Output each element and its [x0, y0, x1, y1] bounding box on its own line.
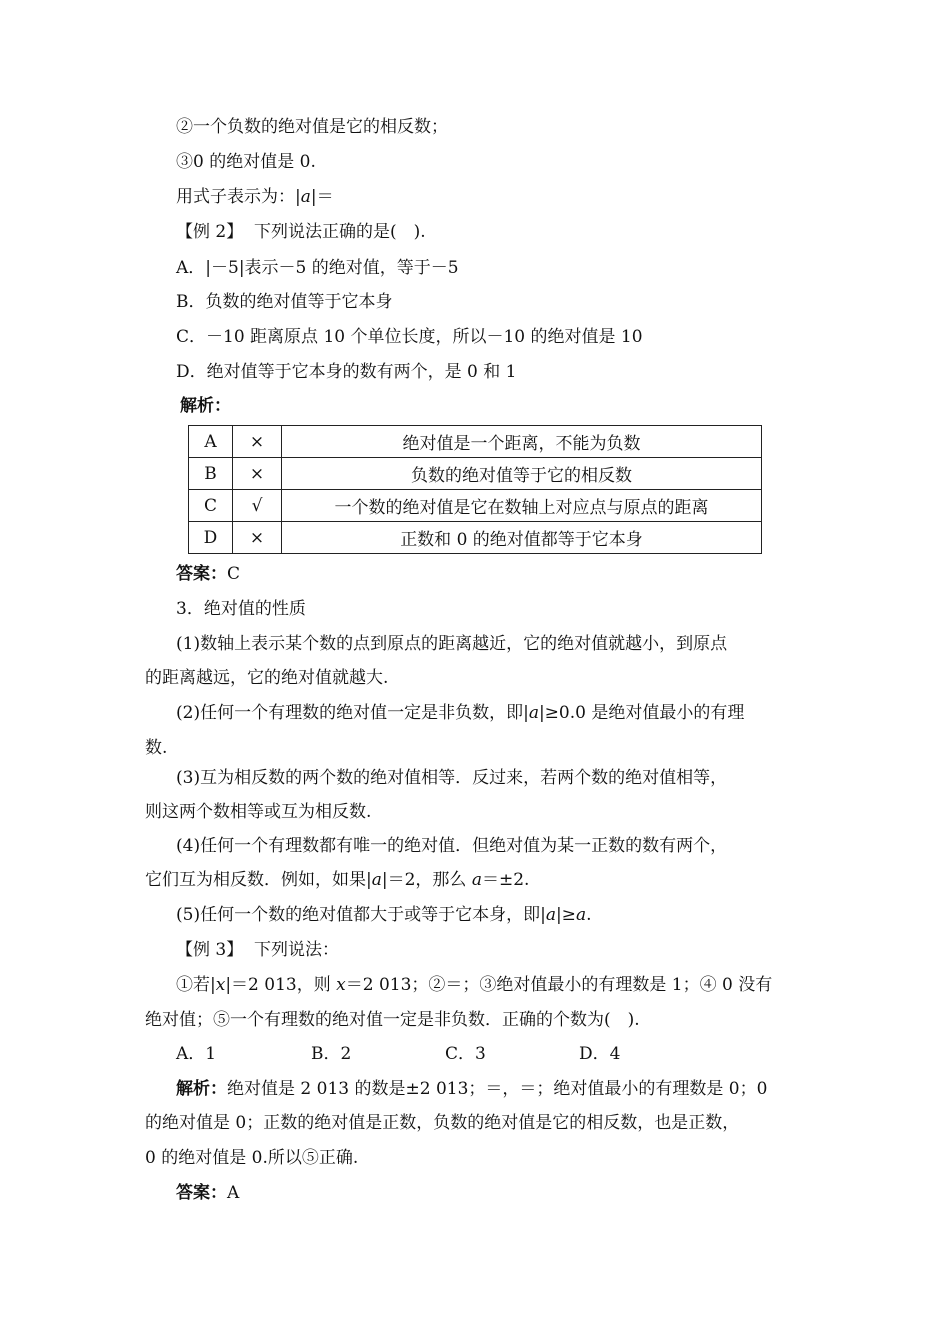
example2-option-b: B．负数的绝对值等于它本身 [176, 292, 393, 312]
answer-label: 答案： [176, 564, 227, 584]
property-item-2: ②一个负数的绝对值是它的相反数； [176, 117, 448, 137]
example3-analysis-line-1 [176, 1078, 767, 1100]
property-1-line-1: (1)数轴上表示某个数的点到原点的距离越近，它的绝对值就越小，到原点 [176, 634, 728, 654]
property-2-line-1 [176, 702, 744, 724]
text-part: ①若| [176, 975, 216, 995]
table-cell-option: A [189, 426, 233, 458]
property-3-line-1: (3)互为相反数的两个数的绝对值相等．反过来，若两个数的绝对值相等， [176, 768, 728, 788]
table-row [189, 458, 762, 490]
table-cell-reason: 绝对值是一个距离，不能为负数 [282, 426, 762, 458]
text-part: ＝2 013；②＝；③绝对值最小的有理数是 1；④ 0 没有 [345, 975, 773, 995]
section-heading: 3．绝对值的性质 [176, 599, 306, 619]
math-var: a [575, 905, 587, 925]
property-item-3: ③0 的绝对值是 0. [176, 152, 316, 172]
example3-statements-line-1 [176, 974, 772, 996]
example2-header [176, 221, 426, 243]
table-row [189, 490, 762, 522]
formula-suffix: |＝ [310, 187, 334, 207]
example2-analysis-label: 解析： [180, 396, 231, 416]
formula-line [176, 186, 334, 208]
table-row [189, 426, 762, 458]
property-2-line-2: 数. [145, 738, 168, 758]
analysis-text: 绝对值是 2 013 的数是±2 013；＝，＝；绝对值最小的有理数是 0；0 [227, 1079, 768, 1099]
property-1-line-2: 的距离越远，它的绝对值就越大. [145, 668, 389, 688]
example3-question: 下列说法： [254, 940, 340, 960]
answer-value: A [227, 1183, 240, 1203]
text-part: |＝2，那么 [381, 870, 472, 890]
math-var: a [528, 703, 539, 723]
example3-statements-line-2: 绝对值；⑤一个有理数的绝对值一定是非负数．正确的个数为( ). [145, 1010, 640, 1030]
table-cell-reason: 一个数的绝对值是它在数轴上对应点与原点的距离 [282, 490, 762, 522]
table-cell-mark: √ [233, 490, 282, 522]
example2-option-a: A．|－5|表示－5 的绝对值，等于－5 [176, 258, 459, 278]
text-part: (2)任何一个有理数的绝对值一定是非负数，即| [176, 703, 529, 723]
example3-choice-a: A．1 [176, 1044, 217, 1064]
formula-var: a [300, 187, 311, 207]
table-cell-mark: × [233, 522, 282, 554]
answer-label: 答案： [176, 1183, 227, 1203]
table-cell-option: B [189, 458, 233, 490]
table-cell-option: D [189, 522, 233, 554]
analysis-table [188, 425, 762, 554]
text-part: |≥0.0 是绝对值最小的有理 [538, 703, 745, 723]
table-cell-option: C [189, 490, 233, 522]
math-var: a [471, 870, 482, 890]
example3-title: 【例 3】 [176, 940, 244, 960]
property-3-line-2: 则这两个数相等或互为相反数. [145, 802, 372, 822]
text-part: |＝2 013，则 [225, 975, 337, 995]
math-var: a [371, 870, 382, 890]
answer-value: C [227, 564, 241, 584]
example3-analysis-line-2: 的绝对值是 0；正数的绝对值是正数，负数的绝对值是它的相反数，也是正数， [145, 1113, 740, 1133]
example3-choice-b: B．2 [311, 1044, 352, 1064]
example2-option-d: D．绝对值等于它本身的数有两个，是 0 和 1 [176, 362, 517, 382]
analysis-label: 解析： [176, 1079, 227, 1099]
table-cell-reason: 负数的绝对值等于它的相反数 [282, 458, 762, 490]
example3-choice-c: C．3 [445, 1044, 486, 1064]
text-part: |≥ [555, 905, 576, 925]
math-var: x [215, 975, 226, 995]
example3-answer [176, 1182, 239, 1204]
text-part: (5)任何一个数的绝对值都大于或等于它本身，即| [176, 905, 546, 925]
math-var: a [545, 905, 556, 925]
property-4-line-1: (4)任何一个有理数都有唯一的绝对值．但绝对值为某一正数的数有两个， [176, 836, 728, 856]
table-cell-mark: × [233, 426, 282, 458]
example2-option-c: C．－10 距离原点 10 个单位长度，所以－10 的绝对值是 10 [176, 327, 643, 347]
property-5 [176, 904, 591, 926]
example2-title: 【例 2】 [176, 222, 244, 242]
example3-choice-d: D．4 [579, 1044, 621, 1064]
example2-question: 下列说法正确的是( ). [254, 222, 426, 242]
formula-prefix: 用式子表示为：| [176, 187, 301, 207]
example3-analysis-line-3: 0 的绝对值是 0.所以⑤正确. [145, 1148, 359, 1168]
table-row [189, 522, 762, 554]
text-part: . [586, 905, 592, 925]
table-cell-mark: × [233, 458, 282, 490]
text-part: 它们互为相反数．例如，如果| [145, 870, 372, 890]
table-cell-reason: 正数和 0 的绝对值都等于它本身 [282, 522, 762, 554]
property-4-line-2 [145, 869, 529, 891]
example2-answer [176, 563, 240, 585]
text-part: ＝±2. [481, 870, 530, 890]
example3-header [176, 939, 339, 961]
math-var: x [336, 975, 346, 995]
